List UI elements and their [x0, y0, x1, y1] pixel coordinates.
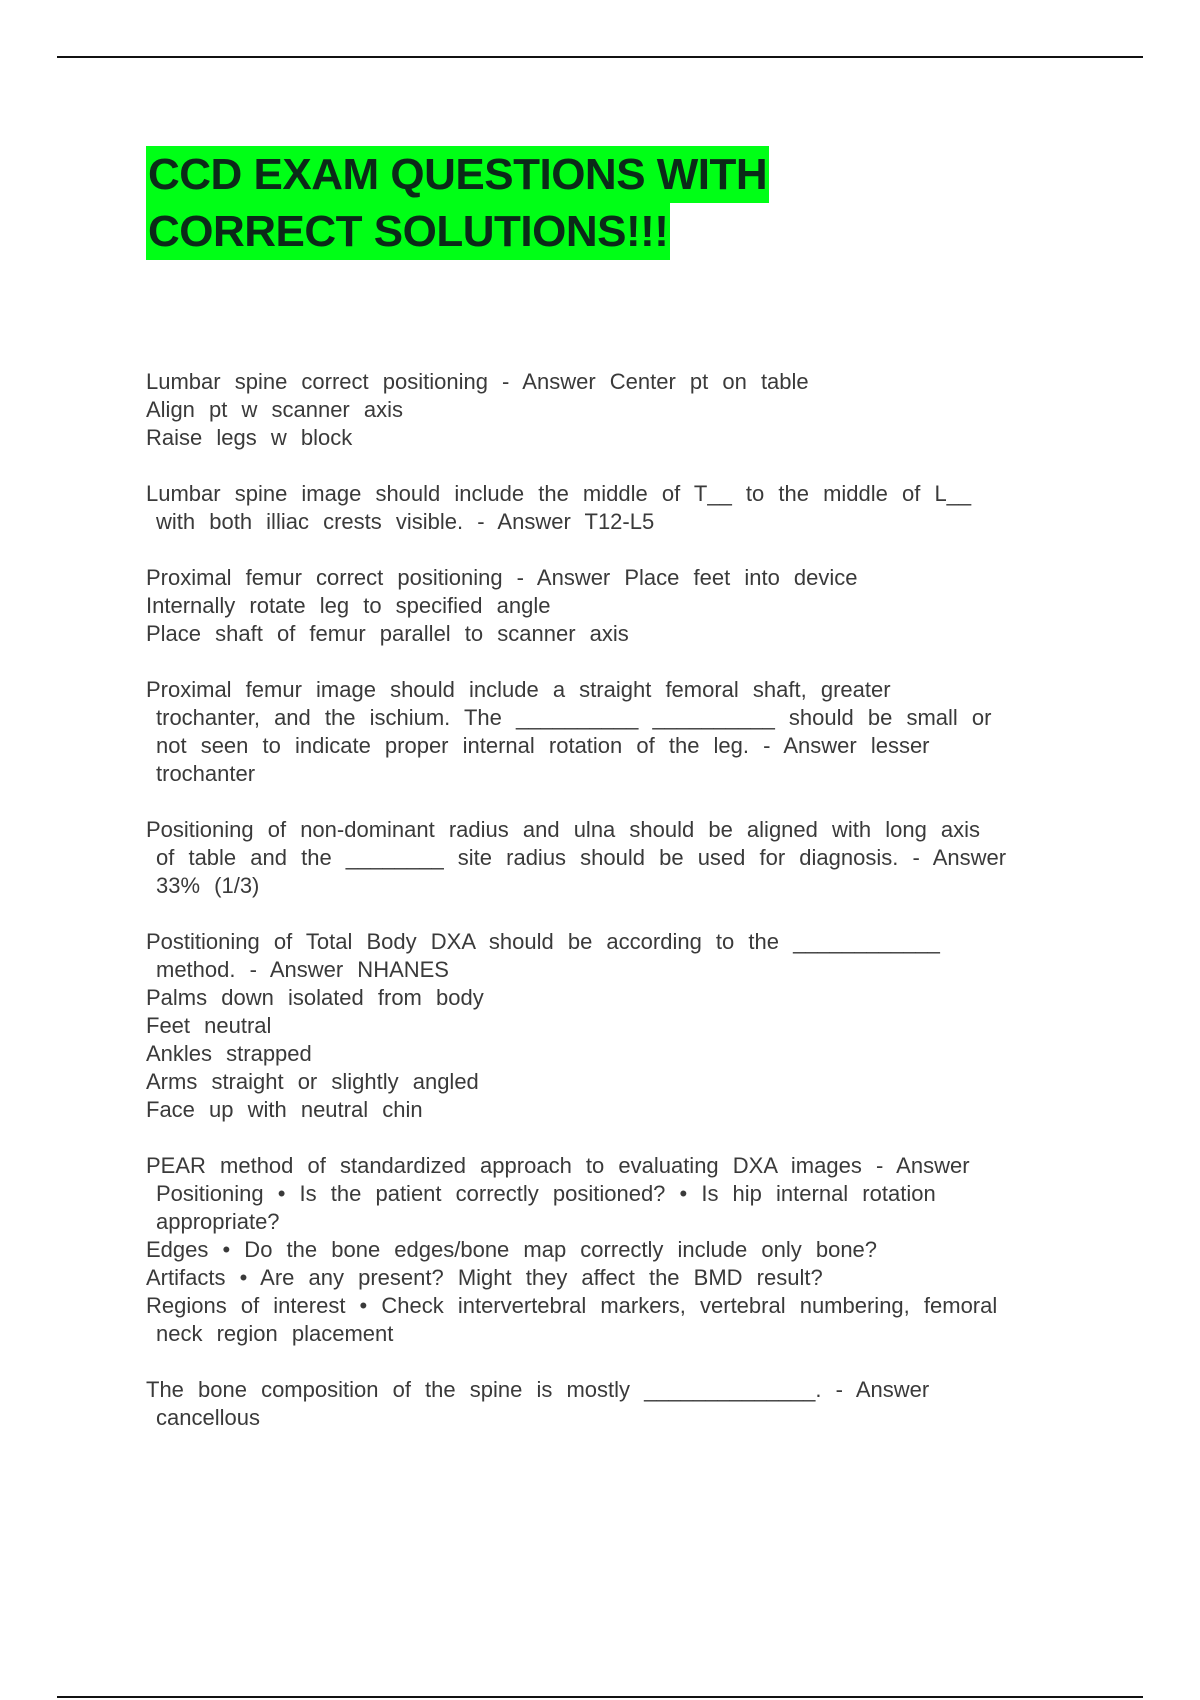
- bottom-rule: [57, 1696, 1143, 1698]
- qa-line: neck region placement: [156, 1321, 394, 1346]
- qa-line: The bone composition of the spine is mostly ______________. - Answer: [146, 1377, 930, 1402]
- qa-line: Palms down isolated from body: [146, 985, 484, 1010]
- qa-entry: [146, 480, 1096, 536]
- qa-line: Arms straight or slightly angled: [146, 1069, 479, 1094]
- qa-line: of table and the ________ site radius should be used for diagnosis. - Answer: [156, 845, 1007, 870]
- qa-line: not seen to indicate proper internal rotation of the leg. - Answer lesser: [156, 733, 930, 758]
- document-title: [146, 146, 906, 260]
- qa-line: 33% (1/3): [156, 873, 260, 898]
- qa-entry: [146, 1376, 1096, 1432]
- qa-line: method. - Answer NHANES: [156, 957, 449, 982]
- qa-entry: [146, 928, 1096, 1124]
- title-line-2: CORRECT SOLUTIONS!!!: [146, 203, 670, 260]
- qa-line: Face up with neutral chin: [146, 1097, 423, 1122]
- qa-line: Raise legs w block: [146, 425, 353, 450]
- qa-line: Align pt w scanner axis: [146, 397, 403, 422]
- qa-line: Feet neutral: [146, 1013, 272, 1038]
- qa-line: PEAR method of standardized approach to evaluating DXA images - Answer: [146, 1153, 970, 1178]
- qa-line: Artifacts • Are any present? Might they affect the BMD result?: [146, 1265, 823, 1290]
- qa-line: cancellous: [156, 1405, 260, 1430]
- qa-line: Lumbar spine image should include the middle of T__ to the middle of L__: [146, 481, 972, 506]
- qa-entry: [146, 676, 1096, 788]
- qa-entry: [146, 368, 1096, 452]
- qa-line: Postitioning of Total Body DXA should be according to the ____________: [146, 929, 940, 954]
- qa-line: Regions of interest • Check intervertebral markers, vertebral numbering, femoral: [146, 1293, 998, 1318]
- qa-line: trochanter: [156, 761, 256, 786]
- qa-line: trochanter, and the ischium. The __________ __________ should be small or: [156, 705, 992, 730]
- qa-line: Internally rotate leg to specified angle: [146, 593, 551, 618]
- qa-line: Place shaft of femur parallel to scanner axis: [146, 621, 629, 646]
- qa-line: Positioning • Is the patient correctly positioned? • Is hip internal rotation: [156, 1181, 936, 1206]
- qa-entry: [146, 1152, 1096, 1348]
- qa-line: Edges • Do the bone edges/bone map correctly include only bone?: [146, 1237, 878, 1262]
- qa-entry: [146, 564, 1096, 648]
- qa-line: with both illiac crests visible. - Answer T12-L5: [156, 509, 655, 534]
- qa-line: Positioning of non-dominant radius and ulna should be aligned with long axis: [146, 817, 981, 842]
- qa-line: Proximal femur correct positioning - Answer Place feet into device: [146, 565, 858, 590]
- qa-line: Ankles strapped: [146, 1041, 312, 1066]
- title-line-1: CCD EXAM QUESTIONS WITH: [146, 146, 769, 203]
- qa-line: appropriate?: [156, 1209, 280, 1234]
- qa-list: [146, 368, 1096, 1460]
- qa-line: Lumbar spine correct positioning - Answer Center pt on table: [146, 369, 809, 394]
- qa-entry: [146, 816, 1096, 900]
- qa-line: Proximal femur image should include a straight femoral shaft, greater: [146, 677, 891, 702]
- top-rule: [57, 56, 1143, 58]
